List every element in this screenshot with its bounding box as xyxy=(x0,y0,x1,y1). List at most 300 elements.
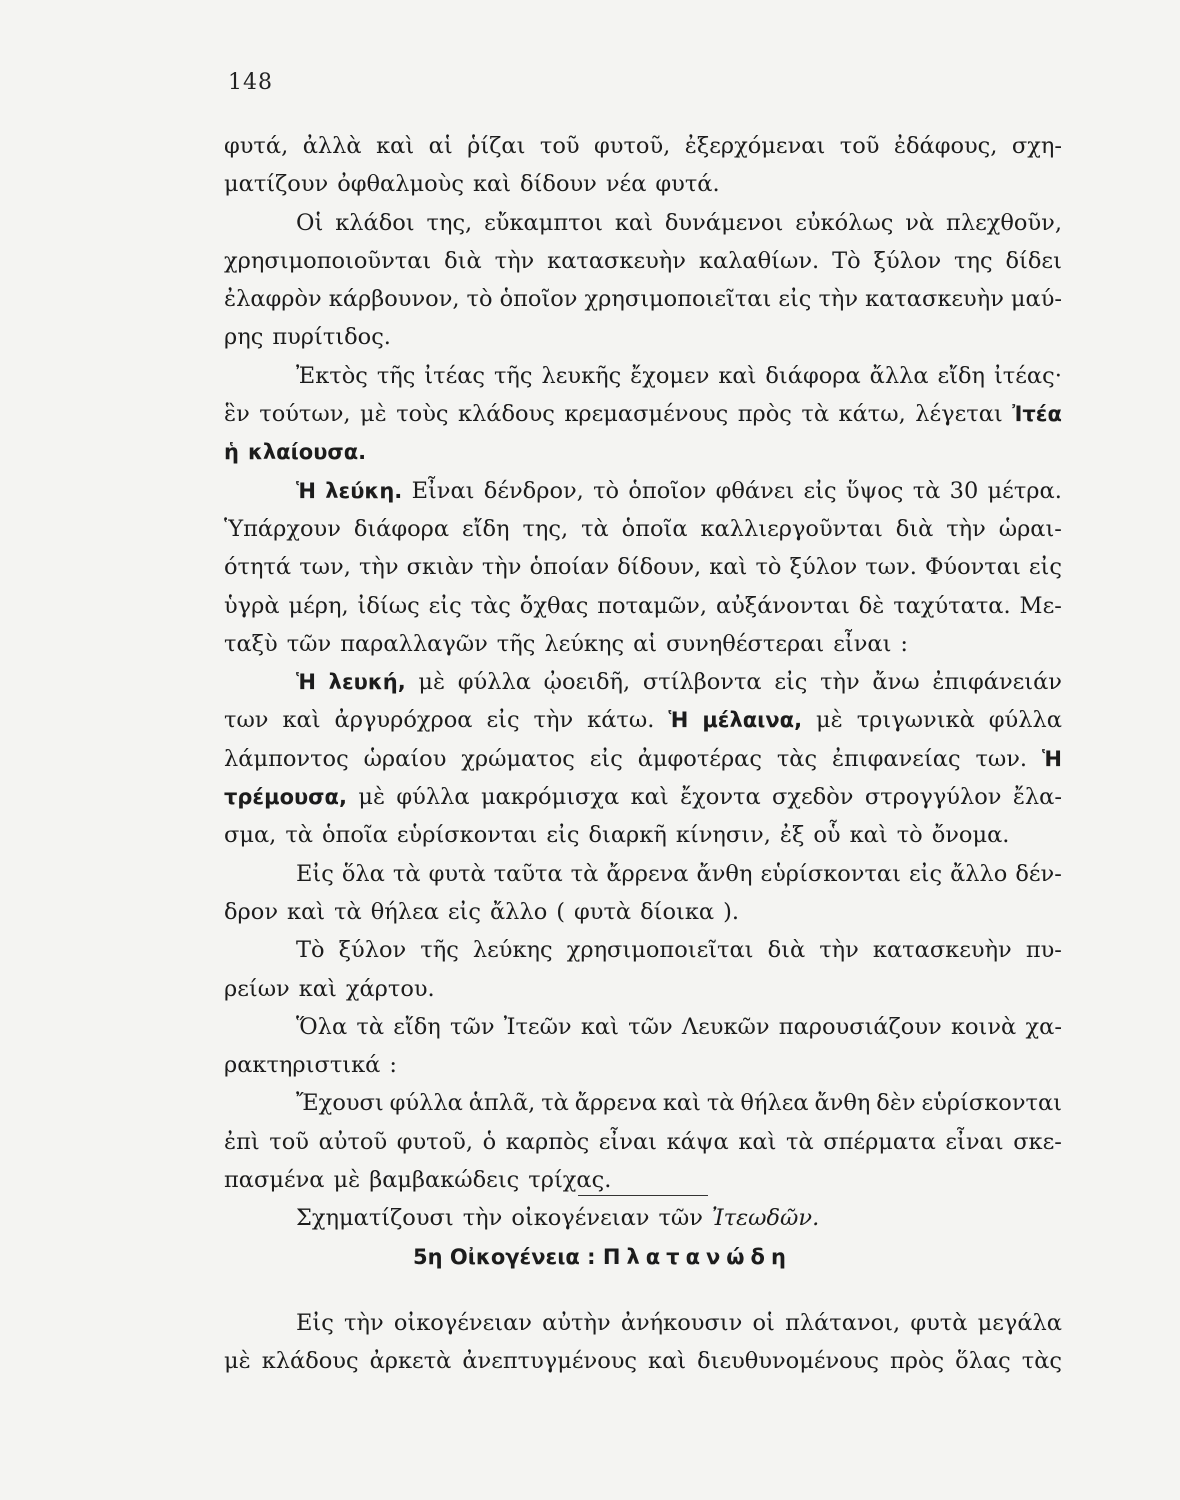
word: τὰς xyxy=(776,745,818,772)
word: ποταμῶν, xyxy=(597,592,708,619)
word: τὴν xyxy=(533,707,574,734)
word: ὁποῖον xyxy=(499,286,578,313)
word: τῆς xyxy=(493,362,533,389)
word: ὁποῖα xyxy=(321,822,388,849)
word: τὸ xyxy=(466,286,493,313)
body-text xyxy=(224,127,1062,1238)
word: τῆς xyxy=(376,362,416,389)
word: εἴδη xyxy=(393,1013,441,1040)
word: οἰκογένειαν xyxy=(393,1310,532,1336)
word: λεύκης xyxy=(544,630,625,657)
word: αὐτὴν xyxy=(542,1310,611,1336)
word: ὁ xyxy=(482,1128,497,1155)
word: ὑγρὰ xyxy=(224,592,280,619)
word: κοινὰ xyxy=(950,1013,1017,1040)
text-line xyxy=(224,548,1062,586)
word: διάφορα xyxy=(765,362,861,389)
word: ἀργυρόχροα xyxy=(334,707,473,734)
word: ἐπιφάνειάν xyxy=(932,669,1062,696)
word: ἄρρενα xyxy=(574,1090,657,1117)
word: τοῦ xyxy=(269,1128,309,1155)
word: ξύλον xyxy=(873,247,942,274)
word: ῥίζαι xyxy=(467,133,526,159)
word: φυτοῦ, xyxy=(396,1128,473,1155)
word: ( xyxy=(556,898,566,925)
bold-term: Ἰτέα xyxy=(1012,402,1062,427)
word: σχεδὸν xyxy=(772,784,854,811)
word: τῆς xyxy=(496,630,536,657)
word: σμα, xyxy=(224,822,277,849)
word: εἶναι xyxy=(598,1128,657,1155)
word: ταῦτα xyxy=(493,860,563,887)
word: δίδουν xyxy=(520,171,597,198)
word: Ἔχουσι xyxy=(296,1090,384,1117)
word: εἶναι xyxy=(833,630,892,657)
text-line xyxy=(224,204,1062,242)
word: τὴν xyxy=(481,554,522,581)
word: φύλλα xyxy=(389,1090,463,1117)
text-line xyxy=(224,357,1062,395)
word: τὸ xyxy=(755,554,782,581)
word: Ἐκτὸς xyxy=(296,362,368,389)
word: καὶ xyxy=(738,1128,777,1155)
word: πρὸς xyxy=(890,1348,945,1375)
word: τὰ xyxy=(334,898,362,925)
word: καὶ xyxy=(662,1090,701,1117)
word: δρον xyxy=(224,898,278,925)
word: Ὅλα xyxy=(296,1013,348,1040)
word: διευθυνομένους xyxy=(697,1348,880,1375)
bold-term: Ἡ xyxy=(296,478,316,503)
word: τὴν xyxy=(358,554,399,581)
word: λάμποντος xyxy=(224,745,349,772)
word: χρησιμοποιεῖται xyxy=(566,937,754,964)
word: ὄνομα. xyxy=(931,822,1010,849)
word: τρίχας. xyxy=(528,1167,612,1194)
word: κλάδους xyxy=(261,1348,359,1375)
word: ὡραι- xyxy=(998,515,1062,542)
word: εἰς xyxy=(1028,554,1062,581)
text-line xyxy=(224,1046,1062,1084)
word: ρακτηριστικά xyxy=(224,1052,381,1079)
text-line xyxy=(224,1161,1062,1199)
word: εἴδη xyxy=(937,362,986,389)
word: καὶ xyxy=(709,554,748,581)
word: μὲ xyxy=(816,707,843,734)
word: εἶναι xyxy=(945,1128,1004,1155)
word: ἄλλα xyxy=(869,362,929,389)
word: ἐλαφρὸν xyxy=(224,286,322,313)
word: εὐκόλως xyxy=(795,209,894,236)
word: οἱ xyxy=(752,1310,775,1336)
bold-term: κλαίουσα. xyxy=(247,440,367,465)
word: Ὑπάρχουν xyxy=(224,515,341,542)
word: μὲ xyxy=(358,784,386,811)
word: τὰ xyxy=(786,1128,814,1155)
word: θήλεα xyxy=(740,1090,809,1117)
text-line xyxy=(224,1304,1062,1342)
word: τῶν xyxy=(628,1013,673,1040)
word: ᾠοειδῆ, xyxy=(543,669,631,696)
word: δένδρον, xyxy=(483,477,584,504)
word: κλάδοι xyxy=(335,209,415,236)
text-line xyxy=(224,1342,1062,1380)
word: των, xyxy=(299,554,351,581)
word: ὁποῖον xyxy=(628,477,707,504)
word: ἀρκετὰ xyxy=(369,1348,452,1375)
word: ρης xyxy=(224,324,264,351)
word: καὶ xyxy=(472,171,512,198)
word: Οἱ xyxy=(296,209,324,236)
word: των. xyxy=(865,554,917,581)
word: τοῦ xyxy=(539,133,580,159)
word: δίδει xyxy=(1005,247,1062,274)
word: διὰ xyxy=(895,515,934,542)
word: ἄνω xyxy=(872,669,920,696)
word: τῶν xyxy=(286,630,332,657)
word: μὲ xyxy=(333,1167,361,1194)
word: τὸ xyxy=(896,822,923,849)
word: των xyxy=(224,707,269,734)
text-line xyxy=(224,701,1062,739)
word: θήλεα xyxy=(370,898,439,925)
word: ξύλον xyxy=(789,554,858,581)
text-line xyxy=(224,816,1062,854)
text-line xyxy=(224,433,1062,471)
word: ἐπὶ xyxy=(224,1128,260,1155)
text-line xyxy=(224,663,1062,701)
word: ματίζουν xyxy=(224,171,329,198)
word: μὲ xyxy=(418,669,446,696)
word: τὴν xyxy=(820,669,860,696)
word: εἰς xyxy=(589,745,623,772)
word: εἰς xyxy=(546,822,580,849)
word: παρουσιάζουν xyxy=(778,1013,942,1040)
word: ἐπιφανείας xyxy=(831,745,961,772)
text-line xyxy=(224,127,1062,165)
word: σκιὰν xyxy=(406,554,474,581)
word: δέν- xyxy=(1015,860,1062,887)
text-line xyxy=(224,778,1062,816)
text-line xyxy=(224,165,1062,203)
word: σπέρματα xyxy=(823,1128,936,1155)
word: συνηθέστεραι xyxy=(666,630,825,657)
word: δυνάμενοι xyxy=(664,209,784,236)
word: καὶ xyxy=(614,209,653,236)
word: τῆς xyxy=(420,937,459,964)
word: μέρη, xyxy=(288,592,349,619)
word: τὰ xyxy=(392,860,421,887)
text-line xyxy=(224,1008,1062,1046)
text-line xyxy=(224,472,1062,510)
word: φθάνει xyxy=(715,477,795,504)
word: ἄνθη xyxy=(696,860,753,887)
word: της xyxy=(954,247,993,274)
word: ὁποῖα xyxy=(621,515,688,542)
word: εἰς xyxy=(778,286,812,313)
word: της, xyxy=(426,209,473,236)
word: δίοικα xyxy=(640,898,715,925)
word: τὴν xyxy=(344,1310,384,1336)
word: 30 xyxy=(949,477,979,504)
text-line xyxy=(224,242,1062,280)
italic-term: Ἰτεωδῶν. xyxy=(711,1205,820,1232)
word: λεύκης xyxy=(472,937,553,964)
word: αὐξάνονται xyxy=(715,592,850,619)
word: καὶ xyxy=(580,1013,619,1040)
word: πλεχθοῦν, xyxy=(946,209,1062,236)
word: τὰ xyxy=(356,1013,385,1040)
word: χρησιμοποιεῖται xyxy=(584,286,772,313)
word: εἰς xyxy=(803,477,837,504)
word: διὰ xyxy=(444,247,482,274)
word: ἔλα- xyxy=(1012,784,1062,811)
word: τὴν xyxy=(818,286,859,313)
heading-name: Πλατανώδη xyxy=(602,1245,792,1269)
word: ὁποίαν xyxy=(529,554,610,581)
word: τὴν xyxy=(494,247,535,274)
word: μέτρα. xyxy=(987,477,1062,504)
word: ἄλλο xyxy=(950,860,1008,887)
word: ἀνεπτυγμένους xyxy=(462,1348,638,1375)
text-line xyxy=(224,395,1062,433)
text-line xyxy=(224,510,1062,548)
word: ὅλας xyxy=(955,1348,1011,1375)
word: χα- xyxy=(1025,1013,1062,1040)
word: κίνησιν, xyxy=(675,822,771,849)
word: κάψα xyxy=(666,1128,729,1155)
word: ἐξερχόμεναι xyxy=(684,133,826,159)
word: ὕψος xyxy=(845,477,904,504)
text-line xyxy=(224,970,1062,1008)
word: καλαθίων. xyxy=(698,247,820,274)
word: τὰς xyxy=(1021,1348,1062,1375)
word: Τὸ xyxy=(832,247,861,274)
word: της, xyxy=(522,515,569,542)
word: τὰ xyxy=(285,822,313,849)
text-line xyxy=(224,1084,1062,1122)
word: αἱ xyxy=(428,133,453,159)
word: Φύονται xyxy=(924,554,1021,581)
word: τὸ xyxy=(593,477,620,504)
bold-term: λευκή, xyxy=(328,670,406,695)
word: σκε- xyxy=(1013,1128,1062,1155)
word: φύλλα xyxy=(988,707,1062,734)
word: χρώματος xyxy=(461,745,575,772)
word: ἄνθη xyxy=(814,1090,871,1117)
word: φύλλα xyxy=(457,669,531,696)
word: ὅλα xyxy=(341,860,385,887)
word: στρογγύλον xyxy=(864,784,1002,811)
word: καὶ xyxy=(298,975,337,1002)
word: κάτω. xyxy=(587,707,655,734)
text-line xyxy=(224,625,1062,663)
word: ἔχομεν xyxy=(630,362,710,389)
word: ἀλλὰ xyxy=(302,133,362,159)
word: δίδουν, xyxy=(617,554,702,581)
word: φυτὰ xyxy=(910,1310,968,1336)
text-line xyxy=(224,587,1062,625)
word: ἰδίως xyxy=(357,592,420,619)
word: νέα xyxy=(605,171,647,198)
word: Εἰς xyxy=(296,1310,334,1336)
word: βαμβακώδεις xyxy=(369,1167,520,1194)
word: ἰτέας· xyxy=(993,362,1062,389)
word: αἱ xyxy=(633,630,658,657)
text-line xyxy=(224,280,1062,318)
word: ταξὺ xyxy=(224,630,278,657)
word: χάρτου. xyxy=(345,975,435,1002)
word: τὰ xyxy=(801,401,830,428)
word: καὶ xyxy=(282,707,321,734)
word: τῶν xyxy=(658,1205,703,1232)
word: ἄρρενα xyxy=(606,860,689,887)
word: ἄλλο xyxy=(489,898,548,925)
word: ξύλον xyxy=(338,937,407,964)
bold-term: λεύκη. xyxy=(325,478,403,503)
word: ἓν xyxy=(224,401,250,428)
text-line xyxy=(224,318,1062,356)
word: καὶ xyxy=(849,822,888,849)
word: πλάτανοι, xyxy=(785,1310,901,1336)
word: ἐδάφους, xyxy=(893,133,998,159)
word: οὗ xyxy=(813,822,841,849)
text-line xyxy=(224,893,1062,931)
word: φύλλα xyxy=(396,784,470,811)
word: ἐξ xyxy=(779,822,805,849)
heading-prefix: 5η Οἰκογένεια : xyxy=(413,1245,596,1269)
word: λέγεται xyxy=(915,401,1003,428)
word: λευκῆς xyxy=(541,362,622,389)
word: Εἶναι xyxy=(411,477,475,504)
word: Με- xyxy=(1019,592,1062,619)
word: πασμένα xyxy=(224,1167,325,1194)
word: νὰ xyxy=(905,209,935,236)
word: φυτά. xyxy=(655,171,720,198)
word: ). xyxy=(723,898,740,925)
word: Ἰτεῶν xyxy=(503,1013,572,1040)
bold-term: Ἡ xyxy=(296,670,316,695)
word: εὑρίσκονται xyxy=(921,1090,1062,1117)
word: πρὸς xyxy=(737,401,792,428)
word: αὐτοῦ xyxy=(318,1128,388,1155)
word: διάφορα xyxy=(353,515,450,542)
word: πυ- xyxy=(1025,937,1062,964)
word: ὡραίου xyxy=(363,745,447,772)
word: Σχηματίζουσι xyxy=(296,1205,454,1232)
word: τοὺς xyxy=(396,401,449,428)
word: κλάδους xyxy=(457,401,555,428)
word: καὶ xyxy=(718,362,757,389)
word: καὶ xyxy=(287,898,326,925)
word: εἴδη xyxy=(462,515,510,542)
text-line xyxy=(224,855,1062,893)
word: εὑρίσκονται xyxy=(396,822,538,849)
word: τὴν xyxy=(462,1205,503,1232)
word: ἀμφοτέρας xyxy=(637,745,762,772)
word: μὲ xyxy=(224,1348,251,1375)
word: μακρόμισχα xyxy=(480,784,620,811)
word: χρησιμοποιοῦνται xyxy=(224,247,432,274)
word: τῶν xyxy=(450,1013,495,1040)
word: τὴν xyxy=(946,515,986,542)
word: πυρίτιδος. xyxy=(272,324,391,351)
word: μεγάλα xyxy=(977,1310,1062,1336)
word: εἰς xyxy=(908,860,943,887)
word: στίλβοντα xyxy=(642,669,762,696)
word: τὴν xyxy=(819,937,859,964)
word: τὰς xyxy=(470,592,511,619)
word: εἰς xyxy=(774,669,808,696)
word: καλλιεργοῦνται xyxy=(700,515,883,542)
word: εἰς xyxy=(447,898,481,925)
word: κατασκευὴν xyxy=(872,937,1012,964)
word: : xyxy=(389,1052,397,1079)
section-divider xyxy=(578,1195,708,1196)
bold-term: Ἡ xyxy=(1041,746,1062,771)
word: τὰ xyxy=(912,477,941,504)
word: φυτὰ xyxy=(574,898,632,925)
bold-term: Ἡ xyxy=(668,708,689,733)
word: κρεμασμένους xyxy=(564,401,729,428)
word: διαρκῆ xyxy=(588,822,667,849)
word: ἀνήκουσιν xyxy=(620,1310,743,1336)
word: κατασκευὴν xyxy=(865,286,1004,313)
word: Εἰς xyxy=(296,860,334,887)
word: οἰκογένειαν xyxy=(511,1205,650,1232)
word: τοῦ xyxy=(839,133,880,159)
word: εἰς xyxy=(428,592,462,619)
word: ρείων xyxy=(224,975,290,1002)
word: Λευκῶν xyxy=(681,1013,770,1040)
word: μαύ- xyxy=(1010,286,1062,313)
word: τούτων, xyxy=(259,401,351,428)
word: τὰ xyxy=(541,1090,569,1117)
word: φυτὰ xyxy=(428,860,486,887)
word: ἁπλᾶ, xyxy=(468,1090,536,1117)
word: καὶ xyxy=(648,1348,687,1375)
bold-term: τρέμουσα, xyxy=(224,785,347,810)
closing-paragraph xyxy=(224,1304,1062,1381)
section-heading xyxy=(413,1245,873,1269)
word: δὲν xyxy=(876,1090,916,1117)
word: διὰ xyxy=(767,937,806,964)
word: καὶ xyxy=(376,133,415,159)
bold-term: μέλαινα, xyxy=(702,708,803,733)
text-line xyxy=(224,1123,1062,1161)
word: τὰ xyxy=(581,515,609,542)
text-line xyxy=(224,931,1062,969)
word: καρπὸς xyxy=(505,1128,590,1155)
word: παραλλαγῶν xyxy=(340,630,488,657)
word: μὲ xyxy=(360,401,387,428)
word: εὔκαμπτοι xyxy=(484,209,603,236)
word: ἰτέας xyxy=(424,362,486,389)
word: ὀφθαλμοὺς xyxy=(337,171,464,198)
word: Τὸ xyxy=(296,937,325,964)
text-line xyxy=(224,1199,1062,1237)
word: δὲ xyxy=(858,592,885,619)
word: ταχύτατα. xyxy=(893,592,1011,619)
word: τὰ xyxy=(706,1090,735,1117)
text-line xyxy=(224,740,1062,778)
word: ὄχθας xyxy=(519,592,589,619)
page-number: 148 xyxy=(228,70,273,95)
word: κάτω, xyxy=(838,401,906,428)
word: των. xyxy=(975,745,1028,772)
word: ἔχοντα xyxy=(680,784,761,811)
word: φυτά, xyxy=(224,133,289,159)
